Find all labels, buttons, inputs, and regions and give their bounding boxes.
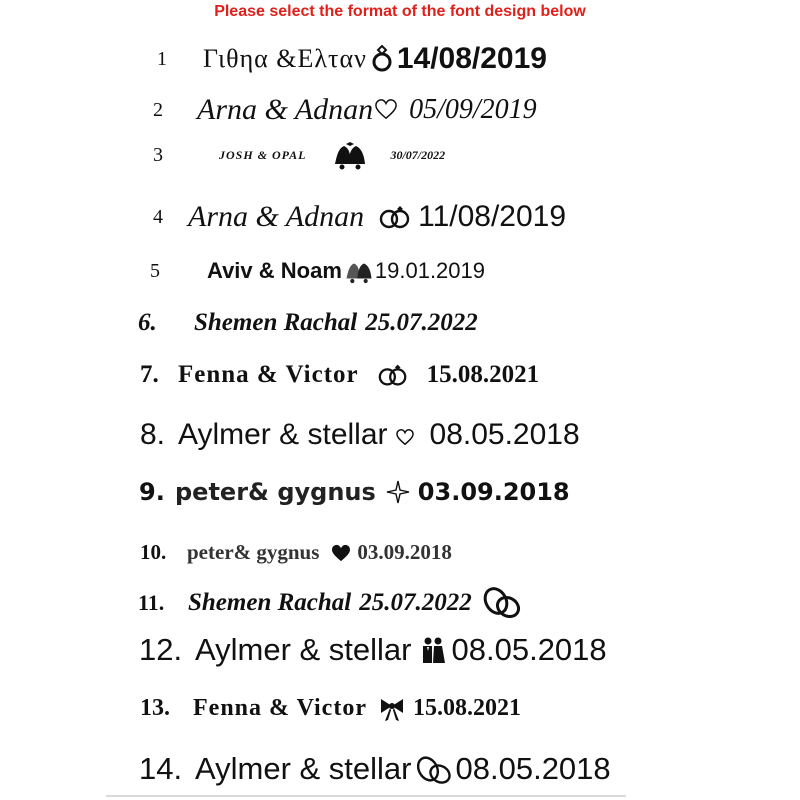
option-names: Shemen Rachal [194,309,358,336]
font-option-3[interactable] [153,140,445,170]
font-option-13[interactable] [140,695,521,722]
font-option-6[interactable] [138,309,478,337]
option-names: Fenna & Victor [193,695,367,721]
option-number: 5 [150,259,160,282]
heart-outline-icon [375,99,397,121]
option-names: Arna & Adnan [197,93,374,126]
font-option-4[interactable] [153,200,566,234]
option-date: 15.08.2021 [412,695,521,721]
option-number: 14. [139,751,183,786]
rings-icon [378,204,412,230]
wedding-bells-icon [344,258,374,284]
option-number: 13. [140,695,170,721]
font-option-9[interactable] [139,478,570,506]
font-option-10[interactable] [140,540,452,565]
option-names: Shemen Rachal [188,589,352,616]
option-date: 15.08.2021 [426,361,540,388]
option-date: 08.05.2018 [451,632,607,667]
option-number: 6. [138,309,157,336]
font-option-5[interactable] [150,258,485,284]
option-number: 10. [140,540,167,564]
font-option-1[interactable] [157,42,547,76]
option-names: Arna & Adnan [188,200,365,233]
rings-icon [377,362,409,388]
font-option-11[interactable] [138,586,522,620]
heart-solid-icon [331,544,351,562]
wedding-bells-icon [332,140,368,170]
option-date: 08.05.2018 [455,751,611,786]
option-names: Aylmer & stellar [195,751,412,786]
option-names: JOSH & OPAL [219,147,307,162]
option-number: 3 [153,143,163,166]
font-option-7[interactable] [140,361,539,389]
option-names: peter& gygnus [187,540,320,564]
option-number: 8. [140,418,166,451]
option-number: 11. [138,590,165,615]
interlocked-rings-icon [414,752,454,786]
heart-outline-icon [396,429,414,445]
option-number: 9. [139,478,165,506]
option-number: 1 [157,47,167,70]
option-date: 14/08/2019 [396,42,547,75]
option-date: 03.09.2018 [417,478,570,506]
option-date: 30/07/2022 [390,147,446,162]
option-date: 11/08/2019 [418,200,567,233]
option-number: 7. [140,361,159,388]
option-number: 4 [153,205,163,228]
page-title: Please select the format of the font design below [214,3,586,20]
option-date: 08.05.2018 [429,418,580,451]
bride-groom-icon [420,636,446,664]
option-date: 03.09.2018 [357,540,452,564]
option-names: peter& gygnus [175,478,376,506]
option-date: 19.01.2019 [374,258,485,283]
ring-icon [371,45,393,73]
sparkle-icon [386,480,410,504]
option-date: 25.07.2022 [365,309,478,336]
option-names: Γιθηα &Ελταν [203,44,367,73]
option-date: 05/09/2019 [409,94,537,125]
option-names: Aylmer & stellar [178,418,388,451]
option-number: 2 [153,98,163,121]
option-names: Aviv & Noam [207,258,342,283]
bottom-divider [106,795,626,797]
font-option-14[interactable] [139,751,611,787]
font-option-12[interactable] [139,632,607,668]
bow-icon [379,696,405,722]
font-option-8[interactable] [140,418,580,452]
interlocked-rings-icon [482,586,522,620]
option-date: 25.07.2022 [359,589,472,616]
option-names: Fenna & Victor [178,361,359,388]
option-number: 12. [139,632,183,667]
option-names: Aylmer & stellar [195,632,412,667]
font-option-2[interactable] [153,93,537,127]
